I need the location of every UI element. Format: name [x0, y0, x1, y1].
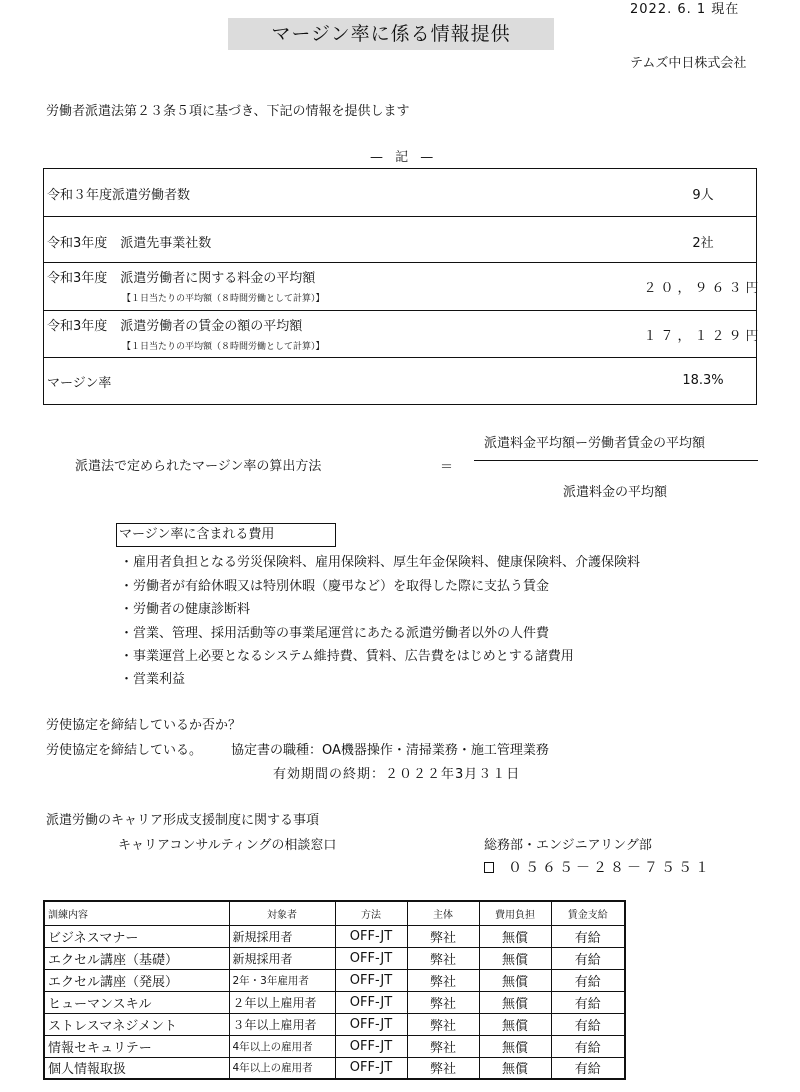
- agreement-job-types: 協定書の職種：OA機器操作・清掃業務・施工管理業務: [231, 743, 549, 758]
- document-title: マージン率に係る情報提供: [228, 18, 554, 50]
- summary-value: 18.3%: [682, 373, 724, 388]
- training-provider: 弊社: [407, 1035, 479, 1057]
- training-method: OFF-JT: [335, 969, 407, 991]
- training-method: OFF-JT: [335, 991, 407, 1013]
- header-cell: 方法: [335, 901, 407, 925]
- header-cell: 費用負担: [479, 901, 551, 925]
- table-row: [44, 969, 625, 991]
- phone-number: ０５６５－２８－７５５１: [508, 860, 712, 876]
- summary-row-workers: [44, 169, 756, 216]
- intro-text: 労働者派遣法第２３条５項に基づき、下記の情報を提供します: [46, 104, 410, 119]
- summary-value: ２０，９６３円: [643, 281, 763, 296]
- summary-label: マージン率: [47, 376, 112, 391]
- summary-label: 令和３年度派遣労働者数: [47, 188, 191, 203]
- summary-table: [43, 168, 763, 405]
- table-row: [44, 1035, 625, 1057]
- training-cost: 無償: [479, 1013, 551, 1035]
- header-cell: 訓練内容: [44, 901, 229, 925]
- training-name: ヒューマンスキル: [44, 991, 229, 1013]
- training-cost: 無償: [479, 1057, 551, 1079]
- cost-item: ・営業利益: [120, 672, 186, 687]
- table-row: [44, 947, 625, 969]
- phone-box-icon: [484, 862, 494, 873]
- cost-item: ・営業、管理、採用活動等の事業尾運営にあたる派遣労働者以外の人件費: [120, 626, 550, 641]
- training-cost: 無償: [479, 947, 551, 969]
- document-date: 2022. 6. 1 現在: [630, 2, 740, 17]
- header-cell: 対象者: [229, 901, 335, 925]
- training-target: ２年以上雇用者: [229, 991, 335, 1013]
- training-method: OFF-JT: [335, 925, 407, 947]
- training-name: ビジネスマナー: [44, 925, 229, 947]
- training-table: [43, 900, 626, 1080]
- training-paid: 有給: [551, 925, 625, 947]
- agreement-question: 労使協定を締結しているか否か？: [46, 718, 242, 733]
- cost-item: ・労働者が有給休暇又は特別休暇（慶弔など）を取得した際に支払う賃金: [120, 579, 550, 594]
- training-cost: 無償: [479, 925, 551, 947]
- training-name: 情報セキュリテー: [44, 1035, 229, 1057]
- costs-title: マージン率に含まれる費用: [116, 523, 336, 547]
- training-target: 2年・3年雇用者: [229, 969, 335, 991]
- training-provider: 弊社: [407, 947, 479, 969]
- table-row: [44, 1057, 625, 1079]
- summary-row-clients: [44, 216, 756, 262]
- training-method: OFF-JT: [335, 1013, 407, 1035]
- training-header-row: [44, 901, 625, 925]
- header-cell: 主体: [407, 901, 479, 925]
- training-provider: 弊社: [407, 1057, 479, 1079]
- career-phone: [484, 857, 712, 877]
- summary-row-wage: [44, 310, 763, 357]
- summary-label: 令和3年度 派遣労働者に関する料金の平均額: [47, 271, 316, 286]
- formula-label: 派遣法で定められたマージン率の算出方法: [75, 459, 322, 474]
- career-title: 派遣労働のキャリア形成支援制度に関する事項: [46, 813, 320, 828]
- ki-heading: — 記 —: [370, 150, 438, 165]
- training-target: 新規採用者: [229, 947, 335, 969]
- training-paid: 有給: [551, 947, 625, 969]
- cost-item: ・事業運営上必要となるシステム維持費、賃料、広告費をはじめとする諸費用: [120, 649, 574, 664]
- summary-value: 2社: [692, 236, 714, 251]
- training-cost: 無償: [479, 1035, 551, 1057]
- summary-sublabel: 【１日当たりの平均額（８時間労働として計算）】: [122, 294, 325, 304]
- summary-value: １７，１２９円: [643, 329, 763, 344]
- formula-denominator: 派遣料金の平均額: [563, 485, 668, 500]
- career-department: 総務部・エンジニアリング部: [484, 838, 652, 853]
- training-target: ３年以上雇用者: [229, 1013, 335, 1035]
- summary-sublabel: 【１日当たりの平均額（８時間労働として計算）】: [122, 342, 325, 352]
- training-target: 4年以上の雇用者: [229, 1057, 335, 1079]
- table-row: [44, 1013, 625, 1035]
- table-row: [44, 991, 625, 1013]
- formula-equals: ＝: [440, 460, 454, 475]
- table-row: [44, 925, 625, 947]
- training-cost: 無償: [479, 991, 551, 1013]
- cost-item: ・雇用者負担となる労災保険料、雇用保険料、厚生年金保険料、健康保険料、介護保険料: [120, 555, 641, 570]
- training-name: 個人情報取扱: [44, 1057, 229, 1079]
- summary-value: 9人: [692, 188, 714, 203]
- training-paid: 有給: [551, 1057, 625, 1079]
- summary-label: 令和3年度 派遣先事業社数: [47, 236, 212, 251]
- formula-numerator: 派遣料金平均額ー労働者賃金の平均額: [484, 436, 706, 451]
- training-provider: 弊社: [407, 991, 479, 1013]
- training-provider: 弊社: [407, 1013, 479, 1035]
- training-paid: 有給: [551, 1013, 625, 1035]
- training-provider: 弊社: [407, 969, 479, 991]
- training-provider: 弊社: [407, 925, 479, 947]
- training-target: 4年以上の雇用者: [229, 1035, 335, 1057]
- header-cell: 賃金支給: [551, 901, 625, 925]
- agreement-period: 有効期間の終期：２０２２年3月３１日: [273, 767, 521, 782]
- career-window: キャリアコンサルティングの相談窓口: [118, 838, 337, 853]
- training-paid: 有給: [551, 1035, 625, 1057]
- training-paid: 有給: [551, 991, 625, 1013]
- training-target: 新規採用者: [229, 925, 335, 947]
- training-cost: 無償: [479, 969, 551, 991]
- company-name: テムズ中日株式会社: [630, 56, 747, 71]
- summary-row-fee: [44, 262, 763, 310]
- training-method: OFF-JT: [335, 1057, 407, 1079]
- training-name: エクセル講座（基礎）: [44, 947, 229, 969]
- training-method: OFF-JT: [335, 1035, 407, 1057]
- cost-item: ・労働者の健康診断料: [120, 602, 251, 617]
- training-name: ストレスマネジメント: [44, 1013, 229, 1035]
- fraction-line: [474, 460, 758, 461]
- agreement-answer: 労使協定を締結している。: [46, 743, 203, 758]
- training-paid: 有給: [551, 969, 625, 991]
- summary-row-margin: [44, 357, 756, 404]
- training-method: OFF-JT: [335, 947, 407, 969]
- training-name: エクセル講座（発展）: [44, 969, 229, 991]
- summary-label: 令和3年度 派遣労働者の賃金の額の平均額: [47, 319, 303, 334]
